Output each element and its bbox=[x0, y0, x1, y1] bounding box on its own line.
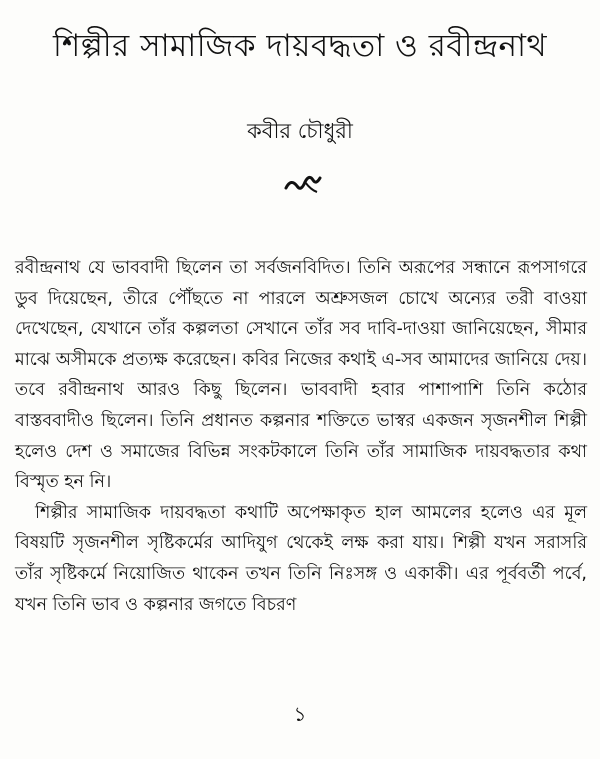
paragraph: শিল্পীর সামাজিক দায়বদ্ধতা কথাটি অপেক্ষাকৃত হাল আমলের হলেও এর মূল বিষয়টি সৃজনশীল সৃষ্টিকর্মের আদিযুগ থেকেই লক্ষ করা যায়। শিল্পী যখন সরাসরি তাঁর সৃষ্টিকর্মে নিয়োজিত থাকেন তখন তিনি নিঃসঙ্গ ও একাকী। এর পূর্ববর্তী পর্বে, যখন তিনি ভাব ও কল্পনার জগতে বিচরণ bbox=[15, 502, 587, 615]
paragraph: রবীন্দ্রনাথ যে ভাববাদী ছিলেন তা সর্বজনবিদিত। তিনি অরূপের সন্ধানে রূপসাগরে ডুব দিয়েছেন, তীরে পৌঁছতে না পারলে অশ্রুসজল চোখে অন্যের তরী বাওয়া দেখেছেন, যেখানে তাঁর কল্পলতা সেখানে তাঁর সব দাবি-দাওয়া জানিয়েছেন, সীমার মাঝে অসীমকে প্রত্যক্ষ করেছেন। কবির নিজের কথাই এ-সব আমাদের জানিয়ে দেয়। তবে রবীন্দ্রনাথ আরও কিছু ছিলেন। ভাববাদী হবার পাশাপাশি তিনি কঠোর বাস্তববাদীও ছিলেন। তিনি প্রধানত কল্পনার শক্তিতে ভাস্বর একজন সৃজনশীল শিল্পী হলেও দেশ ও সমাজের বিভিন্ন সংকটকালে তিনি তাঁর সামাজিক দায়বদ্ধতার কথা বিস্মৃত হন নি। bbox=[15, 258, 587, 493]
body-text bbox=[15, 253, 587, 620]
author-name: কবীর চৌধুরী bbox=[247, 119, 353, 143]
page-number: ১ bbox=[293, 702, 307, 726]
ornament-divider-icon bbox=[283, 168, 323, 198]
page-title: শিল্পীর সামাজিক দায়বদ্ধতা ও রবীন্দ্রনাথ bbox=[52, 28, 548, 64]
